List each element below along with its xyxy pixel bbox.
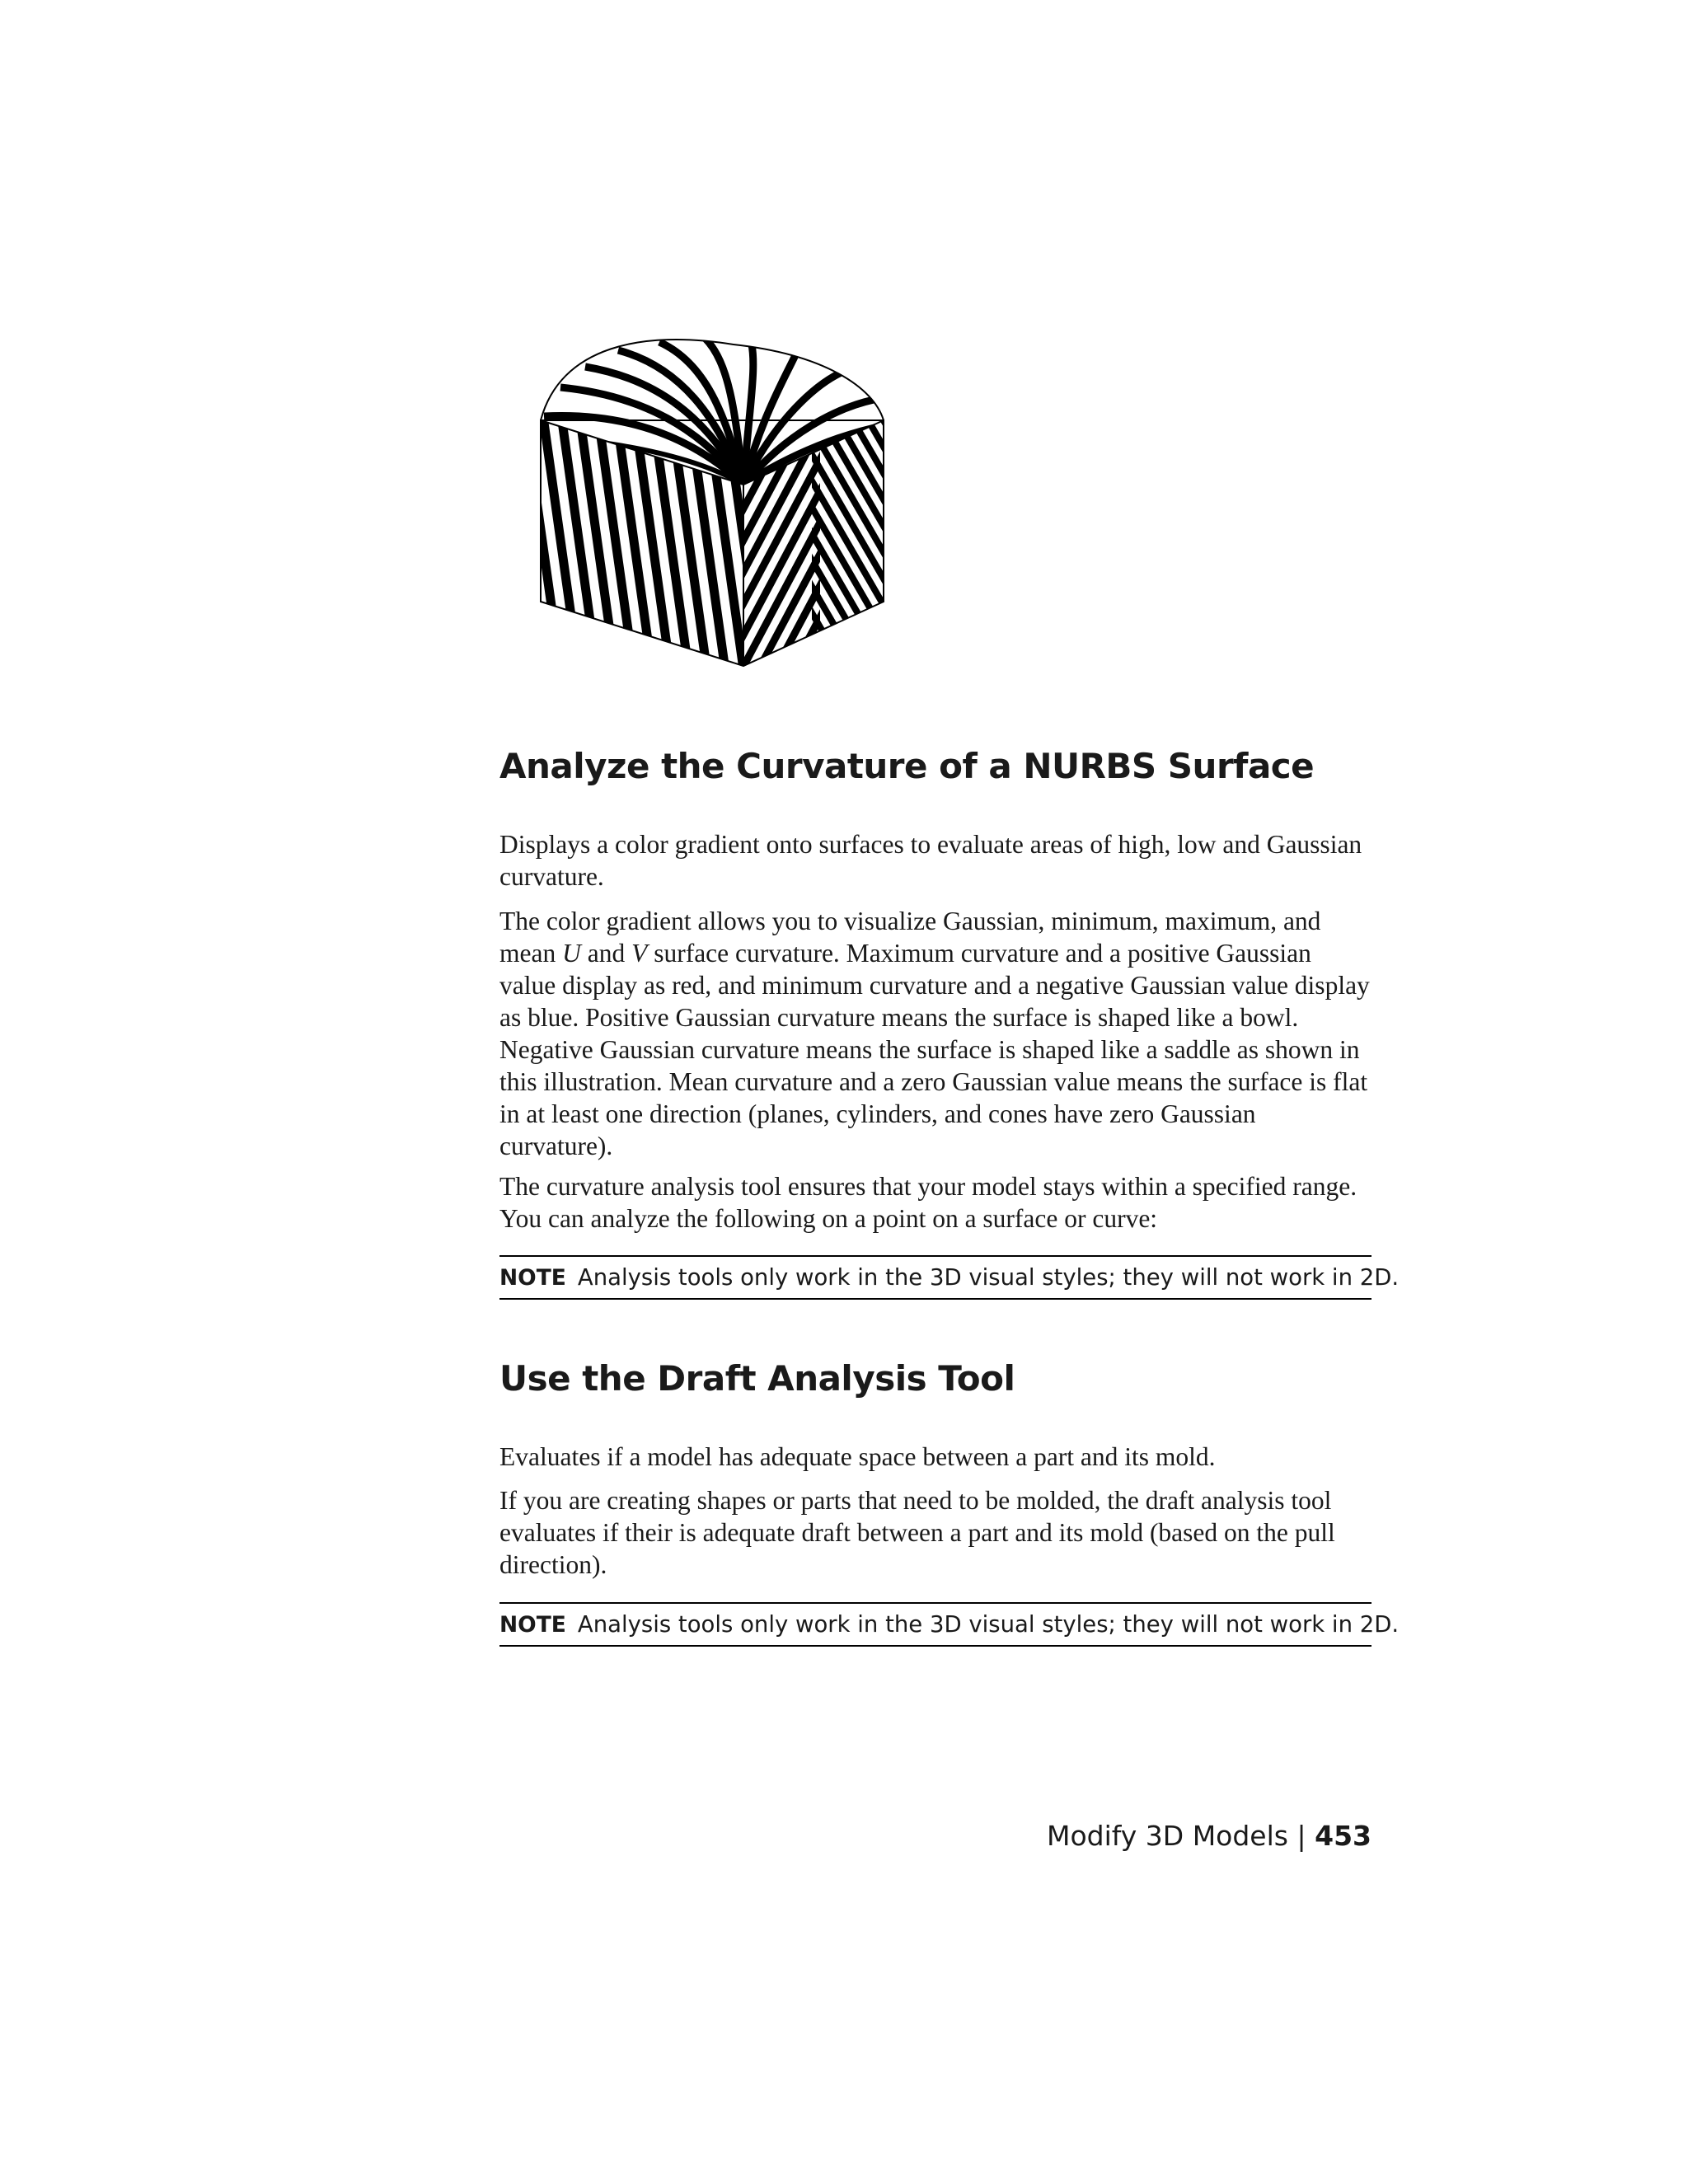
note-label: NOTE (499, 1611, 566, 1638)
text-italic-u: U (562, 939, 581, 968)
section-heading-draft-analysis: Use the Draft Analysis Tool (499, 1358, 1015, 1399)
note-box-draft (499, 1602, 1400, 1647)
text-italic-v: V (631, 939, 648, 968)
note-box-curvature (499, 1255, 1400, 1300)
page-number: 453 (1315, 1820, 1372, 1852)
text-fragment: surface curvature. Maximum curvature and a positive Gaussian value display as red, and minimum curvature and a negative Gaussian value display as blue. Positive Gaussian curvature means the surface is shaped like a bowl. Negative Gaussian curvature means the surface is shaped like a saddle as shown in this illustration. Mean curvature and a zero Gaussian value means the surface is flat in at least one direction (planes, cylinders, and cones have zero Gaussian curvature). (499, 939, 1370, 1160)
note-text: Analysis tools only work in the 3D visual styles; they will not work in 2D. (577, 1264, 1400, 1291)
paragraph-curvature-gradient (499, 905, 1372, 1162)
paragraph-curvature-range: The curvature analysis tool ensures that your model stays within a specified range. You can analyze the following on a point on a surface or curve: (499, 1172, 1357, 1233)
text-fragment: The color gradient allows you to visualize Gaussian, minimum, maximum, and mean (499, 907, 1321, 968)
zebra-curvature-illustration (528, 338, 907, 676)
paragraph-curvature-intro: Displays a color gradient onto surfaces to evaluate areas of high, low and Gaussian curvature. (499, 830, 1362, 891)
note-label: NOTE (499, 1264, 566, 1291)
section-heading-curvature: Analyze the Curvature of a NURBS Surface (499, 746, 1315, 786)
note-text: Analysis tools only work in the 3D visual styles; they will not work in 2D. (577, 1611, 1400, 1638)
text-fragment: and (580, 939, 632, 968)
paragraph-draft-intro: Evaluates if a model has adequate space between a part and its mold. (499, 1442, 1216, 1471)
footer-separator: | (1296, 1820, 1306, 1852)
paragraph-draft-detail: If you are creating shapes or parts that need to be molded, the draft analysis tool evaluates if their is adequate draft between a part and its mold (based on the pull direction). (499, 1486, 1335, 1579)
footer-section-title: Modify 3D Models (1046, 1820, 1288, 1852)
page-footer (1047, 1820, 1372, 1852)
